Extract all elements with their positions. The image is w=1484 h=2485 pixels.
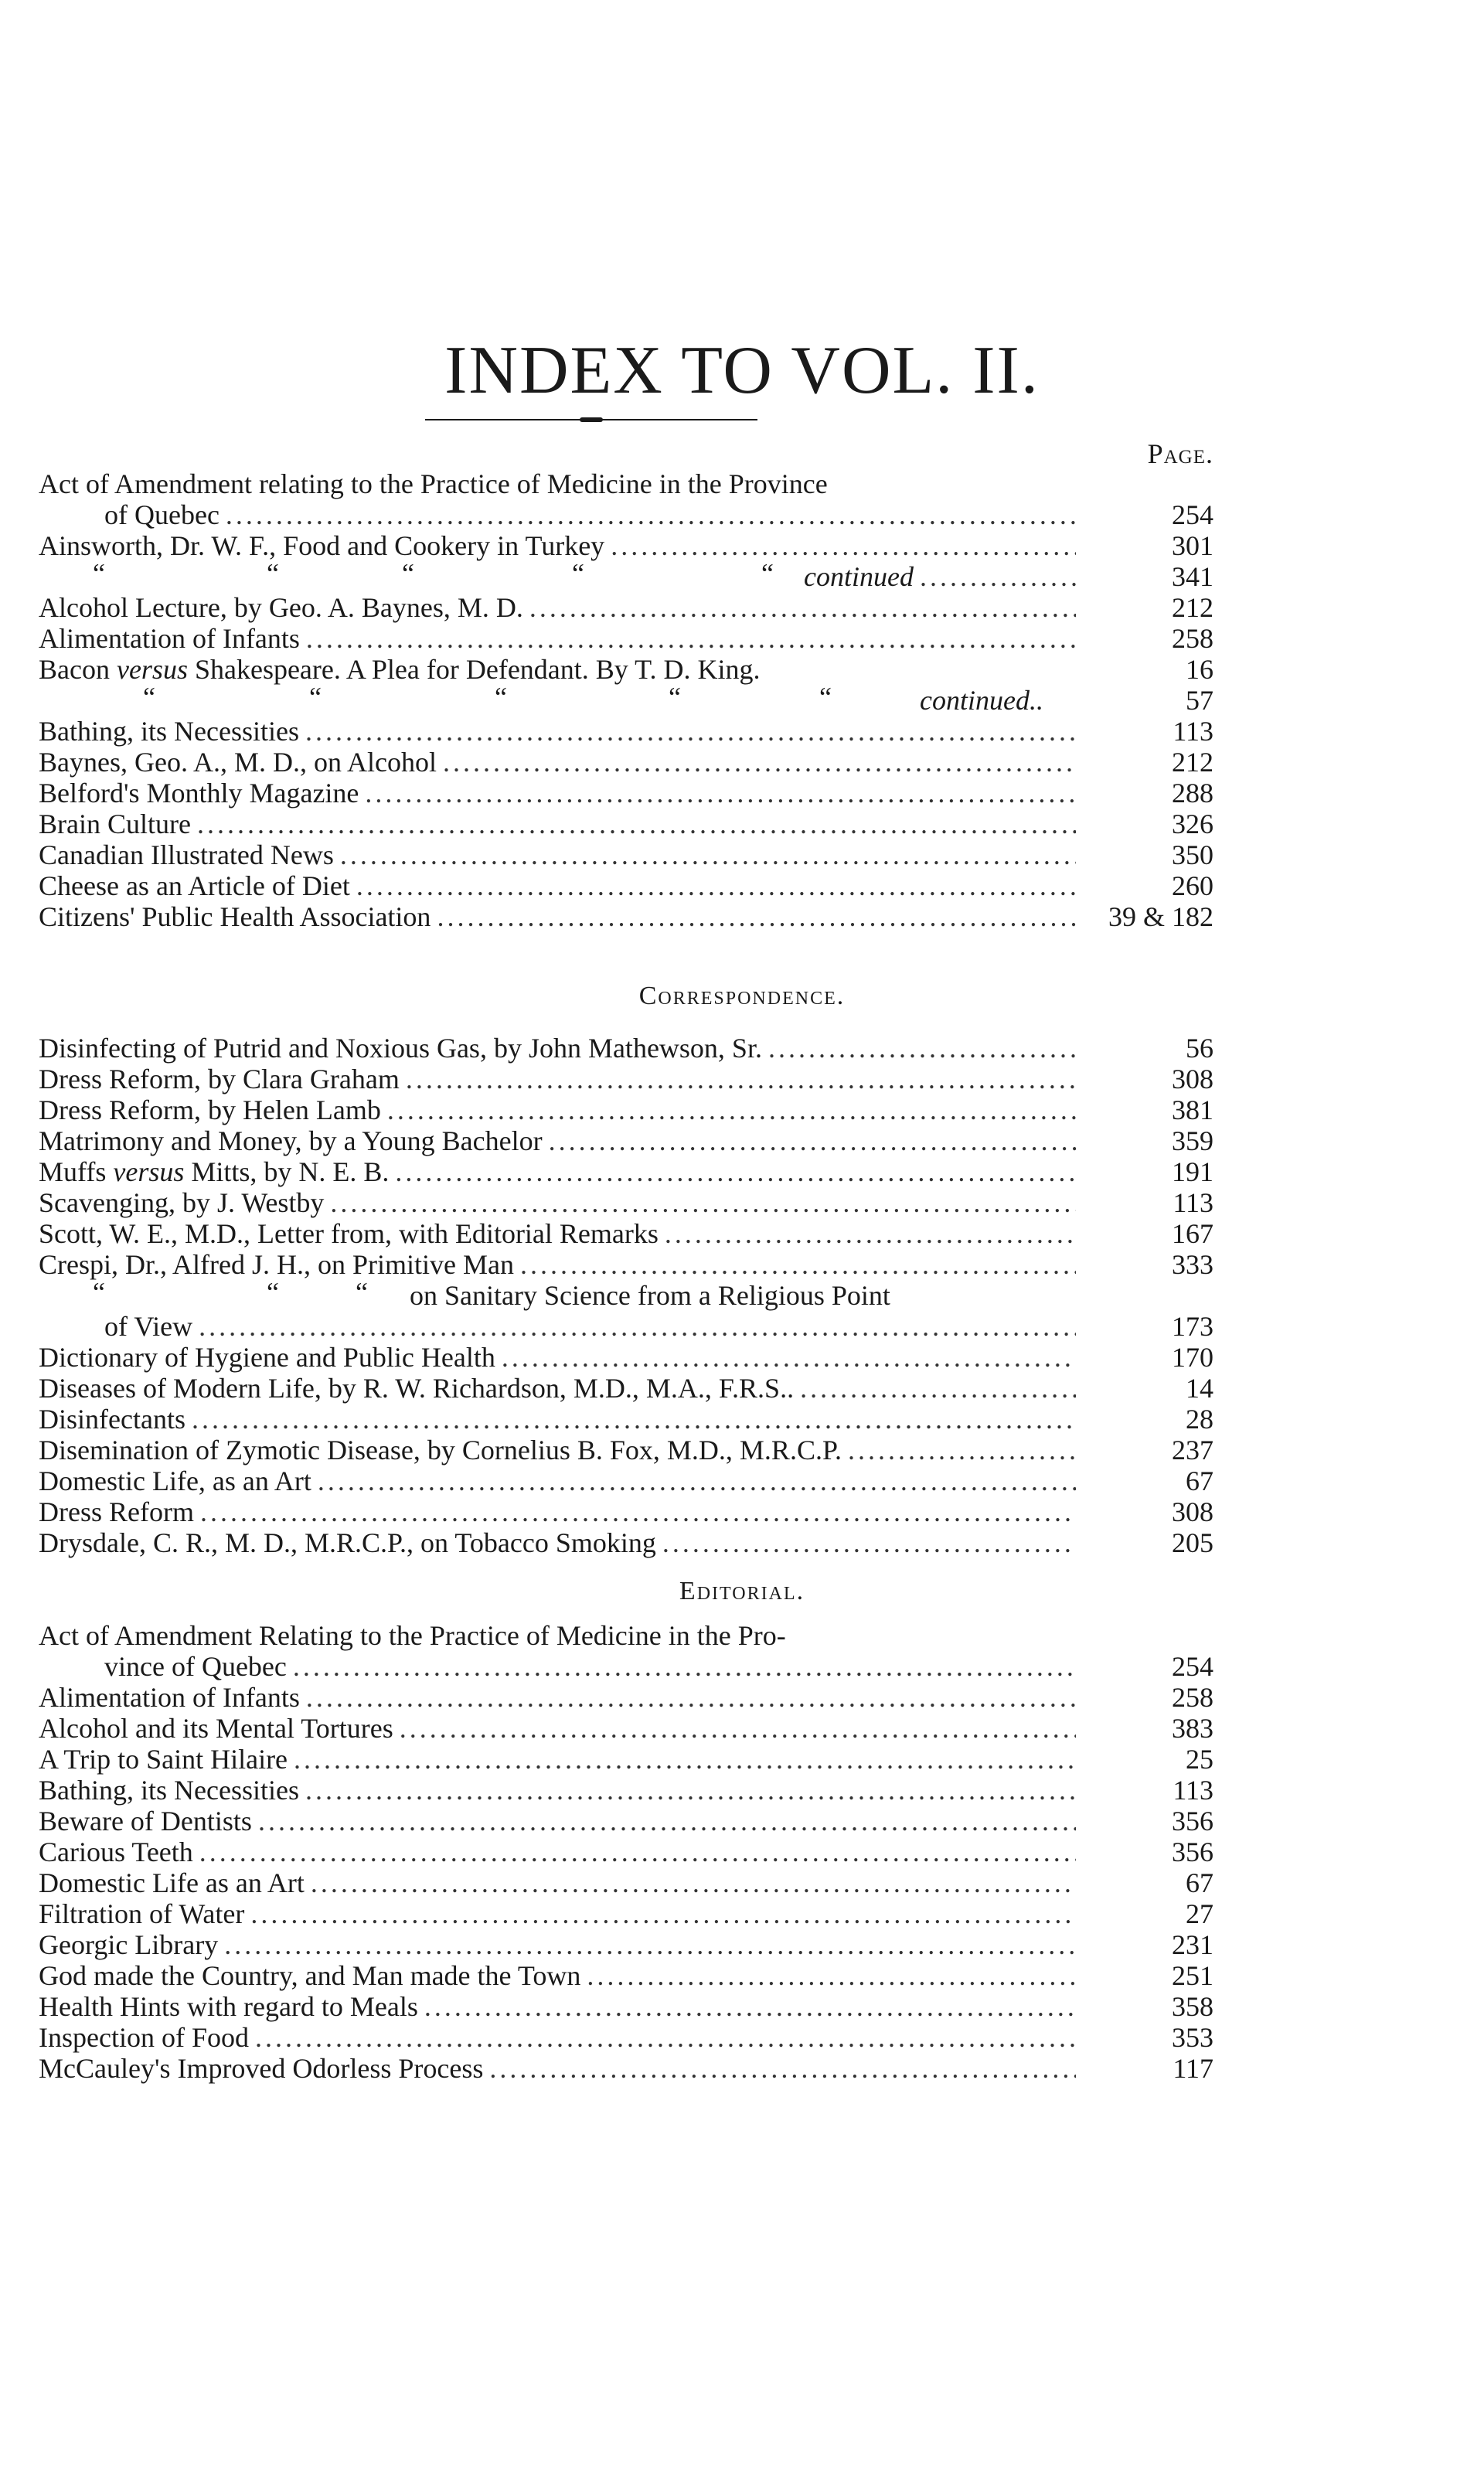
index-entry: [39, 1125, 1213, 1156]
entry-title: Drysdale, C. R., M. D., M.R.C.P., on Tobacco Smoking: [39, 1527, 656, 1558]
ditto-mark: “: [93, 1277, 105, 1308]
ditto-mark: “: [761, 558, 774, 589]
entry-title: Act of Amendment Relating to the Practice of Medicine in the Pro-: [39, 1620, 786, 1651]
entry-title: Bathing, its Necessities: [39, 1775, 299, 1806]
entry-title: Alcohol and its Mental Tortures: [39, 1713, 393, 1744]
entry-title: Canadian Illustrated News: [39, 839, 334, 870]
entry-page: 359: [1172, 1125, 1213, 1156]
index-entry: [39, 1496, 1213, 1527]
index-entry: [39, 1682, 1213, 1713]
entry-page: 326: [1172, 808, 1213, 839]
entry-title: Alcohol Lecture, by Geo. A. Baynes, M. D.: [39, 592, 523, 623]
index-entry: [39, 2022, 1213, 2053]
entry-page: 28: [1186, 1404, 1213, 1435]
index-entry: [39, 1929, 1213, 1960]
entry-page: 191: [1172, 1156, 1213, 1187]
entry-title: Scavenging, by J. Westby: [39, 1187, 325, 1218]
entry-page: 57: [1186, 685, 1213, 716]
entry-page: 341: [1172, 561, 1213, 592]
index-entry: [39, 1991, 1213, 2022]
index-entry: [39, 1527, 1213, 1558]
entry-title: Health Hints with regard to Meals: [39, 1991, 418, 2022]
index-entry: [39, 1837, 1213, 1867]
index-entry: [39, 1156, 1213, 1187]
index-entry: [39, 623, 1213, 654]
index-entry: [104, 1311, 1213, 1342]
entry-title: Dictionary of Hygiene and Public Health: [39, 1342, 495, 1373]
ditto-mark: “: [309, 682, 322, 713]
index-entry: [39, 778, 1213, 808]
index-entry: [39, 1898, 1213, 1929]
entry-page: 350: [1172, 839, 1213, 870]
entry-page: 67: [1186, 1867, 1213, 1898]
entry-title: continued..: [920, 685, 1043, 716]
entry-title: Carious Teeth: [39, 1837, 193, 1867]
entry-title: Disinfectants: [39, 1404, 186, 1435]
index-entry: [104, 499, 1213, 530]
index-entry: [104, 1651, 1213, 1682]
editorial-heading: Editorial.: [679, 1577, 805, 1605]
entry-page: 117: [1173, 2053, 1213, 2084]
entry-page: 173: [1172, 1311, 1213, 1342]
entry-title: Filtration of Water: [39, 1898, 245, 1929]
entry-title: Beware of Dentists: [39, 1806, 252, 1837]
entry-page: 67: [1186, 1465, 1213, 1496]
index-entry: [39, 1033, 1213, 1064]
entry-title: Domestic Life as an Art: [39, 1867, 305, 1898]
entry-title: vince of Quebec: [104, 1651, 287, 1682]
entry-title: Dress Reform, by Clara Graham: [39, 1064, 400, 1094]
entry-title: Citizens' Public Health Association: [39, 901, 431, 932]
correspondence-heading: Correspondence.: [638, 982, 846, 1010]
entry-title: Matrimony and Money, by a Young Bachelor: [39, 1125, 543, 1156]
index-entry: [39, 870, 1213, 901]
entry-page: 254: [1172, 499, 1213, 530]
entry-page: 25: [1186, 1744, 1213, 1775]
index-entry: [39, 1187, 1213, 1218]
index-entry: [39, 2053, 1213, 2084]
entry-page: 356: [1172, 1837, 1213, 1867]
entry-title: Muffs versus Mitts, by N. E. B.: [39, 1156, 390, 1187]
index-entry: [804, 561, 1213, 592]
entry-page: 288: [1172, 778, 1213, 808]
entry-title: Dress Reform: [39, 1496, 194, 1527]
entry-page: 358: [1172, 1991, 1213, 2022]
entry-title: Disemination of Zymotic Disease, by Cornelius B. Fox, M.D., M.R.C.P.: [39, 1435, 842, 1465]
index-entry: [39, 1218, 1213, 1249]
ditto-mark: “: [143, 682, 155, 713]
entry-page: 383: [1172, 1713, 1213, 1744]
entry-title: of View: [104, 1311, 193, 1342]
entry-title: of Quebec: [104, 499, 220, 530]
ditto-mark: “: [93, 558, 105, 589]
index-entry: [39, 808, 1213, 839]
entry-page: 231: [1172, 1929, 1213, 1960]
entry-title: Scott, W. E., M.D., Letter from, with Editorial Remarks: [39, 1218, 659, 1249]
ditto-mark: “: [572, 558, 584, 589]
entry-page: 205: [1172, 1527, 1213, 1558]
entry-title: McCauley's Improved Odorless Process: [39, 2053, 484, 2084]
entry-title: continued: [804, 561, 914, 592]
ditto-mark: “: [356, 1277, 368, 1308]
entry-page: 39 & 182: [1108, 901, 1213, 932]
index-entry: [410, 1280, 1213, 1311]
index-entry: [39, 1404, 1213, 1435]
entry-title: Disinfecting of Putrid and Noxious Gas, by John Mathewson, Sr.: [39, 1033, 762, 1064]
entry-page: 27: [1186, 1898, 1213, 1929]
entry-page: 212: [1172, 592, 1213, 623]
index-entry: [39, 839, 1213, 870]
entry-page: 254: [1172, 1651, 1213, 1682]
entry-title: Georgic Library: [39, 1929, 219, 1960]
title-rule: [425, 418, 757, 421]
entry-title: Act of Amendment relating to the Practice of Medicine in the Province: [39, 468, 828, 499]
entry-title: Alimentation of Infants: [39, 623, 300, 654]
entry-page: 308: [1172, 1496, 1213, 1527]
index-entry: [39, 1064, 1213, 1094]
entry-page: 356: [1172, 1806, 1213, 1837]
entry-page: 301: [1172, 530, 1213, 561]
entry-page: 251: [1172, 1960, 1213, 1991]
index-entry: [39, 1435, 1213, 1465]
index-entry: [39, 468, 1213, 499]
entry-title: Crespi, Dr., Alfred J. H., on Primitive Man: [39, 1249, 514, 1280]
entry-page: 14: [1186, 1373, 1213, 1404]
entry-title: Belford's Monthly Magazine: [39, 778, 359, 808]
entry-title: God made the Country, and Man made the Town: [39, 1960, 581, 1991]
entry-page: 258: [1172, 623, 1213, 654]
entry-title: Bathing, its Necessities: [39, 716, 299, 747]
ditto-mark: “: [669, 682, 681, 713]
index-entry: [39, 1867, 1213, 1898]
entry-page: 56: [1186, 1033, 1213, 1064]
index-entry: [39, 901, 1213, 932]
entry-page: 260: [1172, 870, 1213, 901]
ditto-mark: “: [402, 558, 414, 589]
entry-title: Brain Culture: [39, 808, 191, 839]
entry-page: 381: [1172, 1094, 1213, 1125]
entry-page: 258: [1172, 1682, 1213, 1713]
entry-title: Inspection of Food: [39, 2022, 249, 2053]
index-entry: [39, 747, 1213, 778]
entry-page: 237: [1172, 1435, 1213, 1465]
index-entry: [39, 1775, 1213, 1806]
entry-title: Ainsworth, Dr. W. F., Food and Cookery in Turkey: [39, 530, 605, 561]
page-title: INDEX TO VOL. II.: [444, 333, 1040, 408]
index-entry: [39, 592, 1213, 623]
entry-title: Domestic Life, as an Art: [39, 1465, 311, 1496]
ditto-mark: “: [267, 558, 279, 589]
entry-title: Diseases of Modern Life, by R. W. Richardson, M.D., M.A., F.R.S..: [39, 1373, 795, 1404]
index-entry: [39, 716, 1213, 747]
index-entry: [39, 530, 1213, 561]
entry-page: 212: [1172, 747, 1213, 778]
index-entry: [39, 1744, 1213, 1775]
entry-page: 113: [1173, 1187, 1213, 1218]
index-entry: [39, 1249, 1213, 1280]
entry-page: 170: [1172, 1342, 1213, 1373]
index-entry: [39, 1373, 1213, 1404]
entry-title: Dress Reform, by Helen Lamb: [39, 1094, 381, 1125]
index-entry: [39, 654, 1213, 685]
ditto-mark: “: [267, 1277, 279, 1308]
index-entry: [920, 685, 1213, 716]
entry-page: 113: [1173, 716, 1213, 747]
entry-page: 113: [1173, 1775, 1213, 1806]
entry-title: A Trip to Saint Hilaire: [39, 1744, 288, 1775]
index-entry: [39, 1094, 1213, 1125]
ditto-mark: “: [495, 682, 507, 713]
entry-page: 353: [1172, 2022, 1213, 2053]
entry-title: Cheese as an Article of Diet: [39, 870, 350, 901]
entry-title: Baynes, Geo. A., M. D., on Alcohol: [39, 747, 437, 778]
index-entry: [39, 1465, 1213, 1496]
index-entry: [39, 1342, 1213, 1373]
entry-page: 167: [1172, 1218, 1213, 1249]
entry-title: Bacon versus Shakespeare. A Plea for Defendant. By T. D. King.: [39, 654, 761, 685]
entry-page: 16: [1186, 654, 1213, 685]
entry-title: Alimentation of Infants: [39, 1682, 300, 1713]
entry-title: on Sanitary Science from a Religious Point: [410, 1280, 890, 1311]
index-entry: [39, 1713, 1213, 1744]
entry-page: 333: [1172, 1249, 1213, 1280]
index-entry: [39, 1960, 1213, 1991]
entry-page: 308: [1172, 1064, 1213, 1094]
page-column-header: Page.: [1147, 438, 1213, 469]
index-entry: [39, 1620, 1213, 1651]
ditto-mark: “: [819, 682, 832, 713]
index-entry: [39, 1806, 1213, 1837]
